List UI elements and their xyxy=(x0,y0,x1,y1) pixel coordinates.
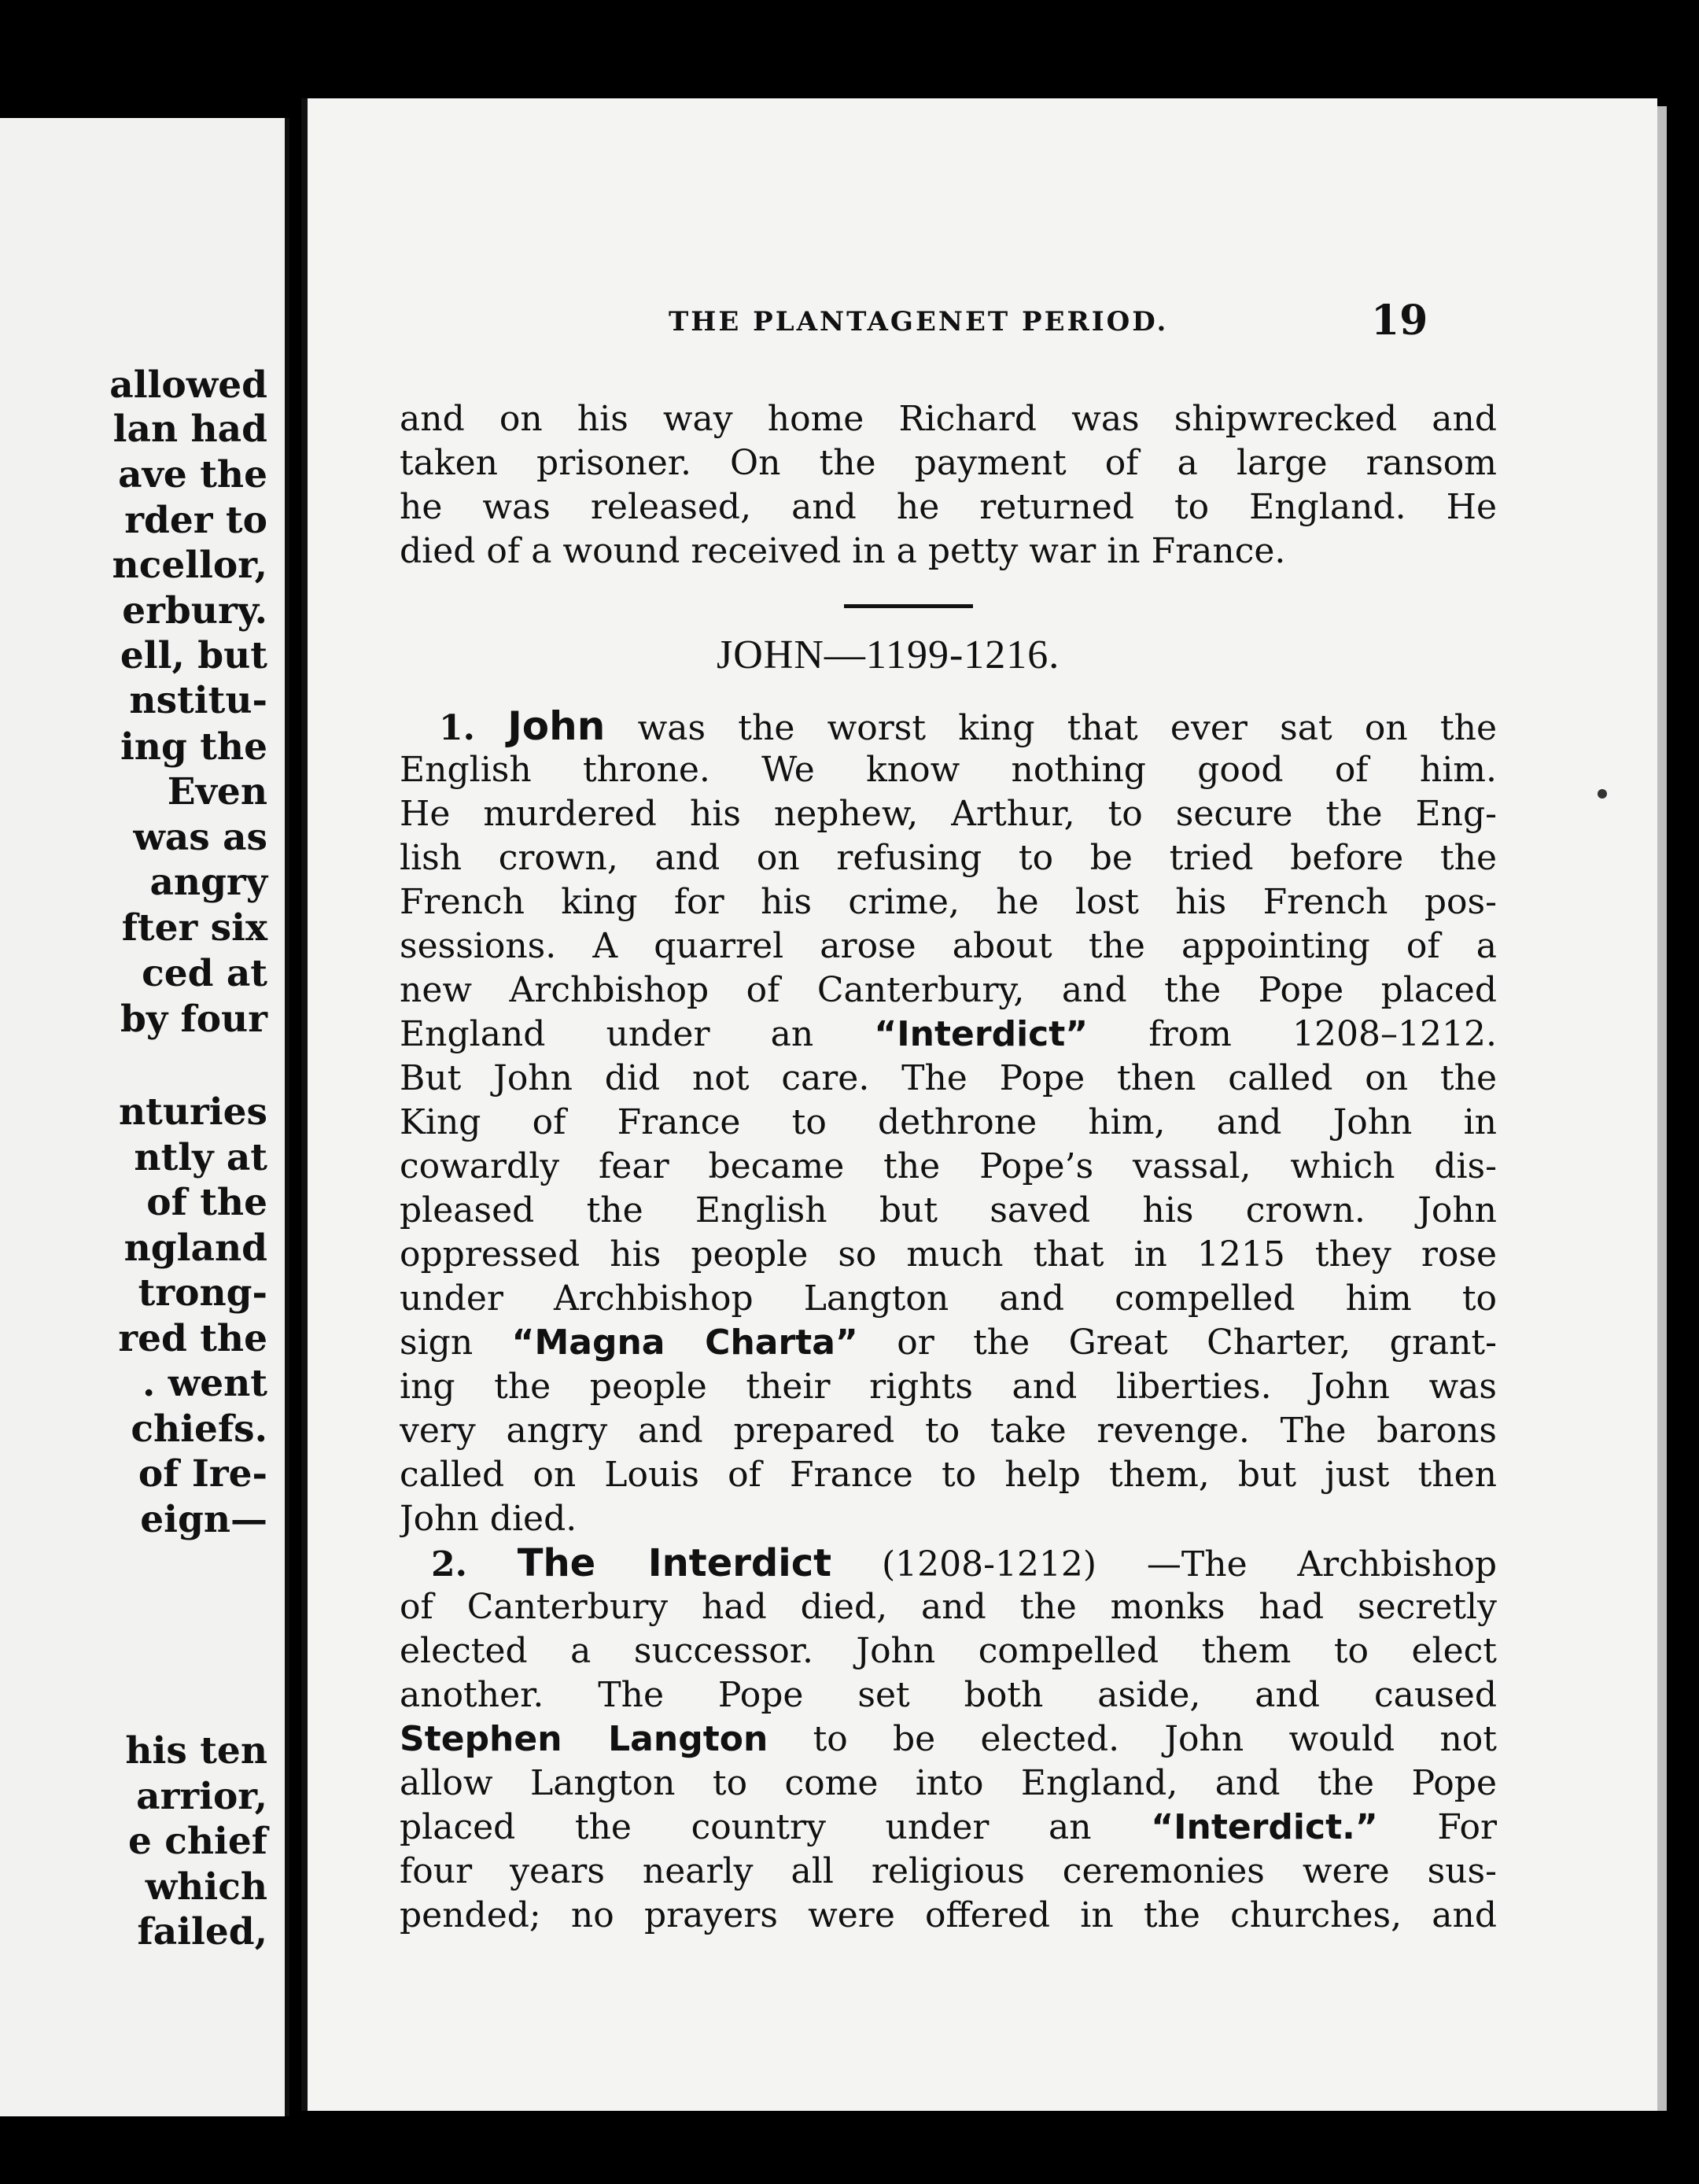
body-line: ing the people their rights and liberties. John was xyxy=(400,1367,1497,1407)
right-page xyxy=(301,98,1657,2111)
left-page-line: allowed xyxy=(109,363,267,407)
left-page-line: ced at xyxy=(142,952,267,995)
body-line: he was released, and he returned to England. He xyxy=(400,487,1497,527)
body-line: King of France to dethrone him, and John in xyxy=(400,1102,1497,1142)
page-number: 19 xyxy=(1371,297,1428,345)
left-page-line: which xyxy=(145,1865,267,1909)
section-title: JOHN—1199-1216. xyxy=(717,633,1060,677)
paragraph-heading: The Interdict xyxy=(517,1541,832,1585)
left-page-line: of Ire- xyxy=(138,1452,267,1496)
body-line: very angry and prepared to take revenge. The barons xyxy=(400,1411,1497,1451)
body-line: another. The Pope set both aside, and caused xyxy=(400,1675,1497,1715)
body-line: John died. xyxy=(400,1499,577,1539)
langton-name: Stephen Langton xyxy=(400,1719,768,1759)
body-line: taken prisoner. On the payment of a large ransom xyxy=(400,443,1497,483)
left-page-line: trong- xyxy=(138,1271,267,1315)
left-page-line: erbury. xyxy=(122,589,267,633)
line-text: For xyxy=(1437,1807,1497,1847)
line-text: England under an xyxy=(400,1014,814,1054)
left-page-line: chiefs. xyxy=(131,1407,267,1451)
body-line: pleased the English but saved his crown. John xyxy=(400,1190,1497,1230)
body-line: But John did not care. The Pope then called on the xyxy=(400,1058,1497,1098)
left-page-line: of the xyxy=(146,1181,267,1224)
left-page-line: ncellor, xyxy=(112,544,267,587)
body-line: pended; no prayers were offered in the churches, and xyxy=(400,1895,1497,1935)
left-page-line: . went xyxy=(142,1362,267,1405)
left-page-line: arrior, xyxy=(136,1775,267,1818)
line-text: to be elected. John would not xyxy=(813,1719,1497,1759)
body-line: cowardly fear became the Pope’s vassal, which dis- xyxy=(400,1146,1497,1186)
paragraph-first-line xyxy=(431,1541,1497,1587)
body-line: English throne. We know nothing good of him. xyxy=(400,750,1497,790)
left-page-line: fter six xyxy=(121,906,267,950)
magna-charta-term: “Magna Charta” xyxy=(511,1323,858,1363)
left-page-line: nstitu- xyxy=(129,679,267,722)
left-page-line: rder to xyxy=(124,499,267,542)
line-text: or the Great Charter, grant- xyxy=(897,1323,1497,1363)
body-line: sessions. A quarrel arose about the appointing of a xyxy=(400,926,1497,966)
body-line: He murdered his nephew, Arthur, to secure the Eng- xyxy=(400,794,1497,834)
interdict-term: “Interdict” xyxy=(874,1014,1089,1054)
left-page-line: ing the xyxy=(120,725,267,769)
paragraph-number: 2. xyxy=(431,1544,467,1585)
body-line: four years nearly all religious ceremonies were sus- xyxy=(400,1851,1497,1891)
ink-speck xyxy=(1598,789,1607,799)
interdict-term: “Interdict.” xyxy=(1151,1807,1378,1847)
left-page-line: by four xyxy=(120,998,267,1041)
lead-term: John xyxy=(507,704,606,749)
body-line-magna-charta xyxy=(400,1321,1497,1365)
body-line: allow Langton to come into England, and the Pope xyxy=(400,1763,1497,1803)
left-page-line: Even xyxy=(167,770,267,813)
body-line: oppressed his people so much that in 1215 they rose xyxy=(400,1234,1497,1275)
body-line-langton xyxy=(400,1717,1497,1762)
left-page-line: lan had xyxy=(112,408,267,451)
section-divider-rule xyxy=(844,604,973,608)
line-text: was the worst king that ever sat on the xyxy=(637,708,1497,748)
line-text: sign xyxy=(400,1323,474,1363)
body-line: under Archbishop Langton and compelled him to xyxy=(400,1278,1497,1319)
left-page-line: eign— xyxy=(140,1498,267,1541)
left-page-line: red the xyxy=(118,1317,267,1360)
left-page-line: ell, but xyxy=(120,634,267,677)
body-line-interdict xyxy=(400,1013,1497,1057)
left-page-line: ntly at xyxy=(134,1136,267,1179)
left-page-line: was as xyxy=(133,816,267,859)
running-head: THE PLANTAGENET PERIOD. xyxy=(669,306,1169,338)
body-line-interdict xyxy=(400,1806,1497,1850)
body-line: of Canterbury had died, and the monks had secretly xyxy=(400,1587,1497,1627)
body-line: called on Louis of France to help them, but just then xyxy=(400,1455,1497,1495)
paragraph-number: 1. xyxy=(439,708,475,748)
body-line: new Archbishop of Canterbury, and the Pope placed xyxy=(400,970,1497,1010)
line-text: (1208-1212) —The Archbishop xyxy=(881,1544,1497,1585)
left-page-line: his ten xyxy=(125,1729,267,1773)
left-page-line: e chief xyxy=(127,1820,267,1863)
body-line: lish crown, and on refusing to be tried before the xyxy=(400,838,1497,878)
line-text: from 1208–1212. xyxy=(1148,1014,1497,1054)
left-page-line: nturies xyxy=(118,1090,267,1134)
body-line: French king for his crime, he lost his French pos- xyxy=(400,882,1497,922)
left-page-line: angry xyxy=(149,861,267,904)
body-line: elected a successor. John compelled them to elect xyxy=(400,1631,1497,1671)
paragraph-first-line xyxy=(439,704,1497,751)
body-line: died of a wound received in a petty war in France. xyxy=(400,531,1286,571)
body-line: and on his way home Richard was shipwrecked and xyxy=(400,399,1497,439)
left-page-line: ave the xyxy=(118,453,267,496)
left-page-line: failed, xyxy=(137,1910,267,1953)
line-text: placed the country under an xyxy=(400,1807,1092,1847)
left-page xyxy=(0,118,289,2116)
left-page-line: ngland xyxy=(123,1227,267,1270)
